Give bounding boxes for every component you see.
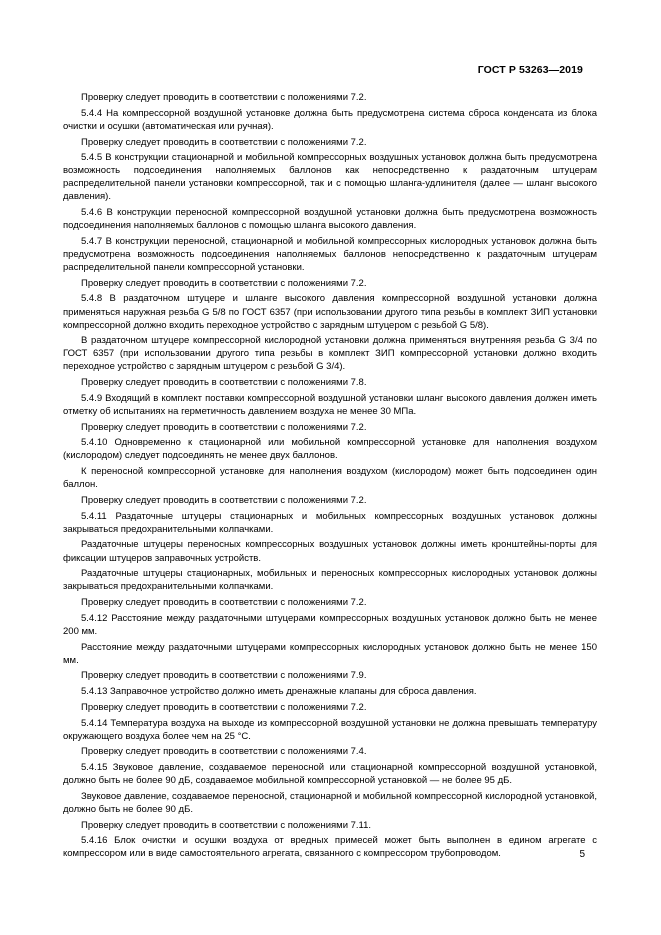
paragraph: 5.4.4 На компрессорной воздушной установке должна быть предусмотрена система сброса конденсата из блока очистки и осушки (автоматическая или ручная).	[63, 107, 597, 132]
paragraph: Расстояние между раздаточными штуцерами компрессорных кислородных установок должно быть не менее 150 мм.	[63, 641, 597, 666]
paragraph: Проверку следует проводить в соответствии с положениями 7.2.	[81, 597, 367, 609]
paragraph: 5.4.14 Температура воздуха на выходе из компрессорной воздушной установки не должна превышать температуру окружающего воздуха более чем на 25 °С.	[63, 717, 597, 742]
paragraph: 5.4.9 Входящий в комплект поставки компрессорной воздушной установки шланг высокого давления должен иметь отметку об испытаниях на герметичность давлением воздуха не менее 30 МПа.	[63, 392, 597, 417]
paragraph: Проверку следует проводить в соответствии с положениями 7.8.	[81, 377, 367, 389]
paragraph: 5.4.7 В конструкции переносной, стационарной и мобильной компрессорных кислородных установок должна быть предусмотрена возможность подсоединения наполняемых баллонов непосредственно к раздаточным штуцерам распределительной панели компрессорной установки.	[63, 235, 597, 273]
paragraph: К переносной компрессорной установке для наполнения воздухом (кислородом) может быть подсоединен один баллон.	[63, 466, 597, 491]
paragraph: В раздаточном штуцере компрессорной кислородной установки должна применяться внутренняя резьба G 3/4 по ГОСТ 6357 (при использовании другого типа резьбы в комплект ЗИП компрессорной установки должно входить переходное устройство с зарядным штуцером с резьбой G 3/4).	[63, 335, 597, 373]
paragraph: Раздаточные штуцеры стационарных, мобильных и переносных компрессорных кислородных установок должны закрываться предохранительными колпачками.	[63, 568, 597, 593]
paragraph: Проверку следует проводить в соответствии с положениями 7.2.	[81, 494, 367, 506]
paragraph: Проверку следует проводить в соответствии с положениями 7.4.	[81, 746, 367, 758]
paragraph: 5.4.6 В конструкции переносной компрессорной воздушной установки должна быть предусмотрена возможность подсоединения наполняемых баллонов с помощью шланга высокого давления.	[63, 207, 597, 232]
paragraph: 5.4.12 Расстояние между раздаточными штуцерами компрессорных воздушных установок должно быть не менее 200 мм.	[63, 612, 597, 637]
paragraph: Проверку следует проводить в соответствии с положениями 7.2.	[81, 92, 367, 103]
paragraph: Проверку следует проводить в соответствии с положениями 7.2.	[81, 421, 367, 433]
paragraph: 5.4.8 В раздаточном штуцере и шланге высокого давления компрессорной воздушной установки должна применяться наружная резьба G 5/8 по ГОСТ 6357 (при использовании другого типа резьбы в комплект ЗИП установки компрессорной должно входить переходное устройство с зарядным штуцером с резьбой G 5/8).	[63, 293, 597, 331]
paragraph: Раздаточные штуцеры переносных компрессорных воздушных установок должны иметь кронштейны-порты для фиксации штуцеров заправочных устройств.	[63, 539, 597, 564]
paragraph: 5.4.16 Блок очистки и осушки воздуха от вредных примесей может быть выполнен в едином агрегате с компрессором или в виде самостоятельного агрегата, связанного с компрессором трубопроводом.	[63, 835, 597, 860]
paragraph: 5.4.13 Заправочное устройство должно иметь дренажные клапаны для сброса давления.	[81, 686, 477, 698]
paragraph: 5.4.10 Одновременно к стационарной или мобильной компрессорной установке для наполнения воздухом (кислородом) следует подсоединять не менее двух баллонов.	[63, 437, 597, 462]
paragraph: Проверку следует проводить в соответствии с положениями 7.2.	[81, 701, 367, 713]
paragraph: 5.4.15 Звуковое давление, создаваемое переносной или стационарной компрессорной воздушной установкой, должно быть не более 90 дБ, создаваемое мобильной компрессорной установкой — не более 95 дБ.	[63, 762, 597, 787]
paragraph: Звуковое давление, создаваемое переносной, стационарной и мобильной компрессорной кислородной установкой, должно быть не более 90 дБ.	[63, 790, 597, 815]
paragraph: Проверку следует проводить в соответствии с положениями 7.2.	[81, 136, 367, 148]
paragraph: Проверку следует проводить в соответствии с положениями 7.2.	[81, 277, 367, 289]
paragraph: 5.4.11 Раздаточные штуцеры стационарных и мобильных компрессорных воздушных установок должны закрываться предохранительными колпачками.	[63, 510, 597, 535]
document-body	[63, 91, 597, 863]
paragraph: Проверку следует проводить в соответствии с положениями 7.11.	[81, 819, 372, 831]
standard-header: ГОСТ Р 53263—2019	[477, 64, 583, 76]
page-number: 5	[579, 849, 585, 860]
paragraph: 5.4.5 В конструкции стационарной и мобильной компрессорных воздушных установок должна быть предусмотрена возможность подсоединения наполняемых баллонов как непосредственно к раздаточным штуцерам распределительной панели установки компрессорной, так и с помощью шланга-удлинителя (далее — шланг высокого давления).	[63, 152, 597, 203]
paragraph: Проверку следует проводить в соответствии с положениями 7.9.	[81, 670, 367, 682]
